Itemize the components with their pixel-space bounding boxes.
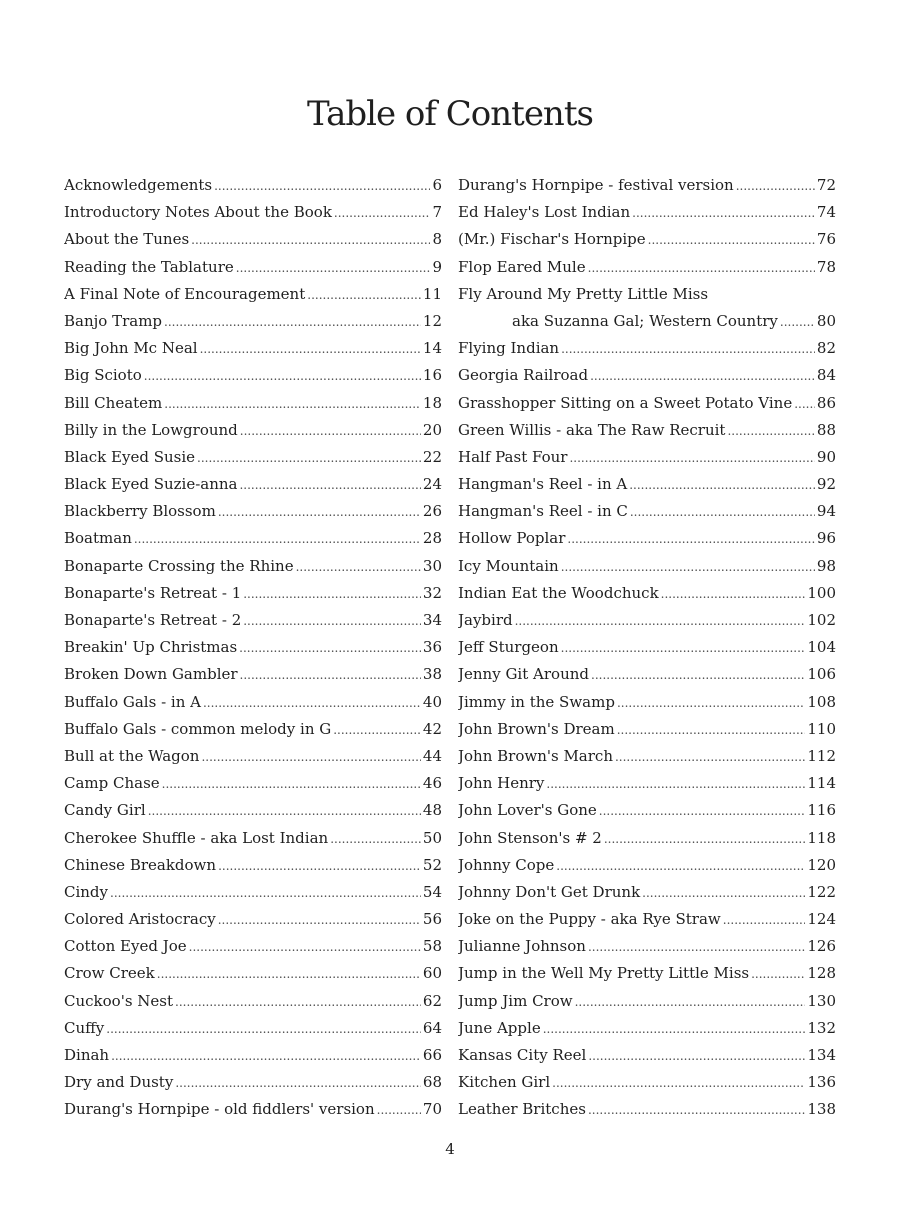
toc-entry-title: Ed Haley's Lost Indian	[458, 203, 631, 222]
toc-entry-page: 80	[816, 311, 836, 330]
toc-entry-page: 34	[422, 611, 442, 629]
toc-entry-page: 70	[422, 1100, 442, 1119]
toc-entry	[458, 825, 836, 852]
toc-entry	[64, 634, 442, 661]
dot-leader	[191, 227, 430, 253]
toc-entry-title: Johnny Cope	[458, 855, 555, 874]
toc-entry-title: Leather Britches	[458, 1100, 586, 1119]
dot-leader	[556, 853, 805, 879]
dot-leader	[780, 309, 815, 335]
toc-entry-page: 74	[816, 203, 836, 222]
toc-entry	[64, 661, 442, 688]
toc-entry	[458, 308, 836, 335]
toc-entry	[64, 580, 442, 607]
toc-entry	[64, 960, 442, 987]
toc-entry	[458, 172, 836, 199]
dot-leader	[134, 526, 421, 552]
toc-entry	[458, 852, 836, 879]
toc-entry-title: Candy Girl	[64, 801, 146, 820]
toc-entry-page: 56	[422, 910, 442, 929]
toc-entry-title: Billy in the Lowground	[64, 420, 238, 439]
dot-leader	[599, 798, 806, 824]
dot-leader	[575, 989, 806, 1015]
dot-leader	[218, 499, 421, 525]
toc-entry	[64, 226, 442, 253]
toc-entry-title: Dry and Dusty	[64, 1073, 174, 1092]
toc-entry-page: 58	[422, 937, 442, 956]
toc-entry-page: 88	[816, 420, 836, 439]
dot-leader	[333, 717, 421, 743]
toc-entry-title: Jump Jim Crow	[458, 991, 573, 1010]
toc-entry-page: 66	[422, 1046, 442, 1064]
toc-entry-page: 60	[422, 964, 442, 983]
toc-entry	[64, 335, 442, 362]
toc-entry-title: Introductory Notes About the Book	[64, 203, 332, 222]
dot-leader	[162, 771, 421, 797]
toc-entry	[64, 988, 442, 1015]
toc-entry-title: Hollow Poplar	[458, 529, 566, 548]
dot-leader	[794, 391, 815, 417]
toc-entry	[458, 1042, 836, 1069]
toc-entry	[64, 553, 442, 580]
toc-entry-page: 8	[432, 230, 442, 249]
toc-entry-page: 102	[807, 611, 836, 629]
toc-entry-page: 138	[807, 1100, 836, 1119]
toc-entry-page: 132	[807, 1018, 836, 1037]
toc-entry	[64, 390, 442, 417]
toc-entry-title: aka Suzanna Gal; Western Country	[512, 311, 778, 330]
dot-leader	[546, 771, 805, 797]
dot-leader	[377, 1097, 421, 1123]
dot-leader	[588, 1043, 805, 1069]
toc-entry-title: Bonaparte's Retreat - 2	[64, 611, 242, 629]
toc-entry	[64, 362, 442, 389]
toc-entry-page: 94	[816, 502, 836, 521]
toc-entry-page: 44	[422, 746, 442, 765]
toc-entry-title: Fly Around My Pretty Little Miss	[458, 284, 709, 303]
toc-entry	[458, 607, 836, 634]
toc-entry-page: 106	[807, 665, 836, 684]
dot-leader	[632, 200, 815, 226]
toc-entry-title: (Mr.) Fischar's Hornpipe	[458, 230, 646, 249]
dot-leader	[240, 418, 421, 444]
toc-entry-title: Broken Down Gambler	[64, 665, 238, 684]
toc-entry-page: 112	[807, 746, 836, 765]
toc-entry-title: Cuckoo's Nest	[64, 991, 174, 1010]
dot-leader	[214, 173, 430, 199]
toc-entry	[64, 444, 442, 471]
toc-entry-page: 76	[816, 230, 836, 249]
toc-entry	[64, 471, 442, 498]
dot-leader	[736, 173, 815, 199]
toc-entry-page: 64	[422, 1018, 442, 1037]
dot-leader	[648, 227, 815, 253]
toc-entry-title: Hangman's Reel - in A	[458, 475, 628, 494]
toc-entry	[64, 716, 442, 743]
toc-entry-title: Grasshopper Sitting on a Sweet Potato Vine	[458, 393, 793, 412]
dot-leader	[629, 472, 815, 498]
toc-entry	[64, 743, 442, 770]
dot-leader	[200, 336, 421, 362]
dot-leader	[630, 499, 815, 525]
toc-entry-title: Hangman's Reel - in C	[458, 502, 628, 521]
toc-entry-title: Banjo Tramp	[64, 311, 163, 330]
toc-entry	[64, 797, 442, 824]
dot-leader	[661, 581, 806, 607]
toc-entry-title: Jump in the Well My Pretty Little Miss	[458, 964, 750, 983]
toc-entry-title: Jenny Git Around	[458, 665, 589, 684]
dot-leader	[590, 363, 815, 389]
toc-entry-title: Cuffy	[64, 1018, 105, 1037]
dot-leader	[236, 255, 431, 281]
toc-entry-title: Durang's Hornpipe - festival version	[458, 176, 734, 194]
toc-entry-title: Big Scioto	[64, 366, 142, 385]
toc-entry	[64, 254, 442, 281]
dot-leader	[218, 853, 421, 879]
toc-entry	[458, 1069, 836, 1096]
dot-leader	[591, 662, 805, 688]
toc-entry	[64, 879, 442, 906]
toc-entry-title: Indian Eat the Woodchuck	[458, 583, 659, 602]
dot-leader	[543, 1016, 806, 1042]
toc-entry-page: 108	[807, 692, 836, 711]
toc-entry	[458, 580, 836, 607]
toc-entry-page: 72	[816, 176, 836, 194]
dot-leader	[240, 662, 421, 688]
dot-leader	[515, 608, 806, 634]
dot-leader	[203, 690, 421, 716]
toc-entry	[458, 634, 836, 661]
dot-leader	[588, 934, 805, 960]
toc-entry	[64, 1015, 442, 1042]
toc-entry-page: 84	[816, 366, 836, 385]
toc-entry	[64, 770, 442, 797]
toc-entry-title: Camp Chase	[64, 774, 160, 793]
toc-entry	[458, 879, 836, 906]
dot-leader	[642, 880, 805, 906]
toc-entry	[458, 716, 836, 743]
toc-entry-page: 18	[422, 393, 442, 412]
dot-leader	[157, 961, 421, 987]
toc-entry	[458, 199, 836, 226]
toc-entry-title: Julianne Johnson	[458, 937, 586, 956]
toc-entry	[64, 933, 442, 960]
toc-entry-page: 130	[807, 991, 836, 1010]
dot-leader	[243, 608, 421, 634]
dot-leader	[111, 1043, 421, 1069]
dot-leader	[164, 391, 421, 417]
toc-entry-title: John Brown's Dream	[458, 719, 615, 738]
toc-entry	[458, 743, 836, 770]
dot-leader	[751, 961, 805, 987]
toc-entry	[458, 362, 836, 389]
toc-entry-title: Flop Eared Mule	[458, 257, 586, 276]
toc-entry-page: 50	[422, 828, 442, 847]
toc-entry-title: Bonaparte's Retreat - 1	[64, 583, 242, 602]
toc-entry-title: Joke on the Puppy - aka Rye Straw	[458, 910, 721, 929]
toc-entry-page: 116	[807, 801, 836, 820]
dot-leader	[110, 880, 421, 906]
dot-leader	[588, 255, 815, 281]
toc-entry-page: 52	[422, 855, 442, 874]
toc-entry	[458, 553, 836, 580]
toc-entry	[458, 906, 836, 933]
dot-leader	[239, 472, 420, 498]
toc-entry	[458, 525, 836, 552]
toc-entry-page: 92	[816, 475, 836, 494]
dot-leader	[615, 744, 805, 770]
toc-entry-page: 62	[422, 991, 442, 1010]
toc-entry-title: Big John Mc Neal	[64, 339, 198, 358]
toc-entry-page: 40	[422, 692, 442, 711]
toc-entry	[458, 689, 836, 716]
toc-entry	[458, 770, 836, 797]
dot-leader	[334, 200, 431, 226]
toc-entry-title: Flying Indian	[458, 339, 560, 358]
toc-left-column	[64, 172, 442, 1124]
toc-entry	[458, 1015, 836, 1042]
toc-entry-page: 96	[816, 529, 836, 548]
toc-entry-page: 16	[422, 366, 442, 385]
toc-entry	[64, 417, 442, 444]
toc-entry-title: Reading the Tablature	[64, 257, 234, 276]
page-number: 4	[445, 1140, 455, 1158]
toc-entry-page: 46	[422, 774, 442, 793]
toc-entry-page: 38	[422, 665, 442, 684]
toc-entry-title: Acknowledgements	[64, 176, 213, 194]
toc-entry-page: 36	[422, 638, 442, 657]
toc-entry-title: Jimmy in the Swamp	[458, 692, 615, 711]
toc-entry-title: Buffalo Gals - common melody in G	[64, 719, 332, 738]
toc-entry-title: Icy Mountain	[458, 556, 559, 575]
dot-leader	[164, 309, 421, 335]
toc-entry	[64, 308, 442, 335]
dot-leader	[218, 907, 421, 933]
toc-right-column	[458, 172, 836, 1124]
toc-entry	[64, 1069, 442, 1096]
toc-entry	[458, 335, 836, 362]
toc-entry-page: 22	[422, 447, 442, 466]
dot-leader	[175, 989, 421, 1015]
toc-entry-title: Jeff Sturgeon	[458, 638, 559, 657]
dot-leader	[239, 635, 421, 661]
toc-entry-title: Bull at the Wagon	[64, 746, 200, 765]
dot-leader	[561, 554, 815, 580]
toc-entry	[458, 471, 836, 498]
toc-entry-title: John Stenson's # 2	[458, 828, 602, 847]
toc-entry-page: 128	[807, 964, 836, 983]
toc-entry	[458, 661, 836, 688]
toc-entry	[458, 417, 836, 444]
page-title: Table of Contents	[307, 94, 593, 134]
toc-entry	[64, 498, 442, 525]
toc-entry	[64, 906, 442, 933]
toc-entry	[458, 797, 836, 824]
toc-entry-title: Black Eyed Suzie-anna	[64, 475, 238, 494]
toc-entry	[64, 607, 442, 634]
dot-leader	[307, 282, 421, 308]
toc-entry	[64, 1096, 442, 1123]
toc-entry-page: 54	[422, 882, 442, 901]
toc-entry-page: 86	[816, 393, 836, 412]
toc-entry-title: Crow Creek	[64, 964, 155, 983]
toc-entry-page: 126	[807, 937, 836, 956]
dot-leader	[567, 526, 815, 552]
toc-entry-title: Cindy	[64, 882, 109, 901]
toc-entry-page: 118	[807, 828, 836, 847]
toc-entry-page: 24	[422, 475, 442, 494]
toc-entry-page: 122	[807, 882, 836, 901]
toc-entry-title: About the Tunes	[64, 230, 190, 249]
toc-entry-title: Black Eyed Susie	[64, 447, 196, 466]
toc-entry-page: 134	[807, 1046, 836, 1064]
toc-entry-title: Cherokee Shuffle - aka Lost Indian	[64, 828, 329, 847]
toc-entry-page: 90	[816, 447, 836, 466]
toc-entry-title: Kansas City Reel	[458, 1046, 587, 1064]
toc-entry	[458, 254, 836, 281]
toc-entry-page: 26	[422, 502, 442, 521]
dot-leader	[144, 363, 421, 389]
dot-leader	[175, 1070, 421, 1096]
dot-leader	[197, 445, 421, 471]
dot-leader	[561, 635, 806, 661]
toc-entry	[64, 281, 442, 308]
toc-entry-page: 104	[807, 638, 836, 657]
toc-entry-page: 11	[422, 284, 442, 303]
dot-leader	[106, 1016, 421, 1042]
dot-leader	[148, 798, 421, 824]
toc-entry	[458, 281, 836, 308]
toc-entry-title: Half Past Four	[458, 447, 568, 466]
dot-leader	[617, 717, 806, 743]
toc-entry-title: Durang's Hornpipe - old fiddlers' version	[64, 1100, 375, 1119]
toc-entry	[64, 1042, 442, 1069]
toc-entry	[64, 689, 442, 716]
toc-entry-title: Jaybird	[458, 611, 513, 629]
toc-entry-page: 42	[422, 719, 442, 738]
toc-entry	[458, 498, 836, 525]
toc-entry-page: 68	[422, 1073, 442, 1092]
dot-leader	[561, 336, 815, 362]
toc-entry	[64, 852, 442, 879]
toc-entry-page: 12	[422, 311, 442, 330]
toc-entry-page: 78	[816, 257, 836, 276]
dot-leader	[604, 826, 806, 852]
toc-entry-title: Boatman	[64, 529, 132, 548]
dot-leader	[201, 744, 420, 770]
toc-entry-page: 7	[432, 203, 442, 222]
toc-entry	[458, 988, 836, 1015]
toc-entry	[64, 172, 442, 199]
toc-entry-title: Colored Aristocracy	[64, 910, 216, 929]
toc-entry	[458, 933, 836, 960]
toc-entry-page: 120	[807, 855, 836, 874]
toc-entry-title: Bonaparte Crossing the Rhine	[64, 556, 294, 575]
toc-entry-title: Kitchen Girl	[458, 1073, 551, 1092]
toc-entry-page: 124	[807, 910, 836, 929]
toc-entry-title: Green Willis - aka The Raw Recruit	[458, 420, 726, 439]
toc-entry-title: Buffalo Gals - in A	[64, 692, 201, 711]
dot-leader	[552, 1070, 805, 1096]
toc-entry-title: Cotton Eyed Joe	[64, 937, 187, 956]
toc-entry-page: 98	[816, 556, 836, 575]
toc-entry-page: 48	[422, 801, 442, 820]
toc-entry-title: Georgia Railroad	[458, 366, 589, 385]
dot-leader	[588, 1097, 805, 1123]
toc-entry	[458, 444, 836, 471]
toc-entry-title: A Final Note of Encouragement	[64, 284, 306, 303]
dot-leader	[727, 418, 814, 444]
toc-entry-title: John Henry	[458, 774, 545, 793]
toc-entry-page: 14	[422, 339, 442, 358]
toc-entry	[64, 199, 442, 226]
dot-leader	[569, 445, 814, 471]
dot-leader	[723, 907, 806, 933]
toc-entry-page: 82	[816, 339, 836, 358]
toc-entry-page: 110	[807, 719, 836, 738]
dot-leader	[330, 826, 421, 852]
toc-entry-title: June Apple	[458, 1018, 541, 1037]
dot-leader	[189, 934, 421, 960]
dot-leader	[296, 554, 421, 580]
toc-entry-title: Breakin' Up Christmas	[64, 638, 238, 657]
toc-entry-title: Blackberry Blossom	[64, 502, 216, 521]
dot-leader	[617, 690, 805, 716]
toc-entry-title: John Brown's March	[458, 746, 613, 765]
toc-entry-page: 114	[807, 774, 836, 793]
toc-entry	[458, 960, 836, 987]
toc-entry	[64, 525, 442, 552]
toc-entry	[64, 825, 442, 852]
toc-entry-page: 6	[432, 176, 442, 194]
toc-entry-page: 136	[807, 1073, 836, 1092]
dot-leader	[243, 581, 421, 607]
toc-entry-page: 28	[422, 529, 442, 548]
toc-entry-title: Bill Cheatem	[64, 393, 163, 412]
toc-entry	[458, 226, 836, 253]
toc-entry	[458, 1096, 836, 1123]
toc-entry-title: Dinah	[64, 1046, 110, 1064]
toc-entry-title: Johnny Don't Get Drunk	[458, 882, 641, 901]
toc-entry-page: 100	[807, 583, 836, 602]
toc-entry-page: 30	[422, 556, 442, 575]
toc-entry-title: Chinese Breakdown	[64, 855, 217, 874]
toc-entry-page: 32	[422, 583, 442, 602]
toc-entry-page: 9	[432, 257, 442, 276]
toc-entry-title: John Lover's Gone	[458, 801, 597, 820]
toc-entry-page: 20	[422, 420, 442, 439]
toc-entry	[458, 390, 836, 417]
